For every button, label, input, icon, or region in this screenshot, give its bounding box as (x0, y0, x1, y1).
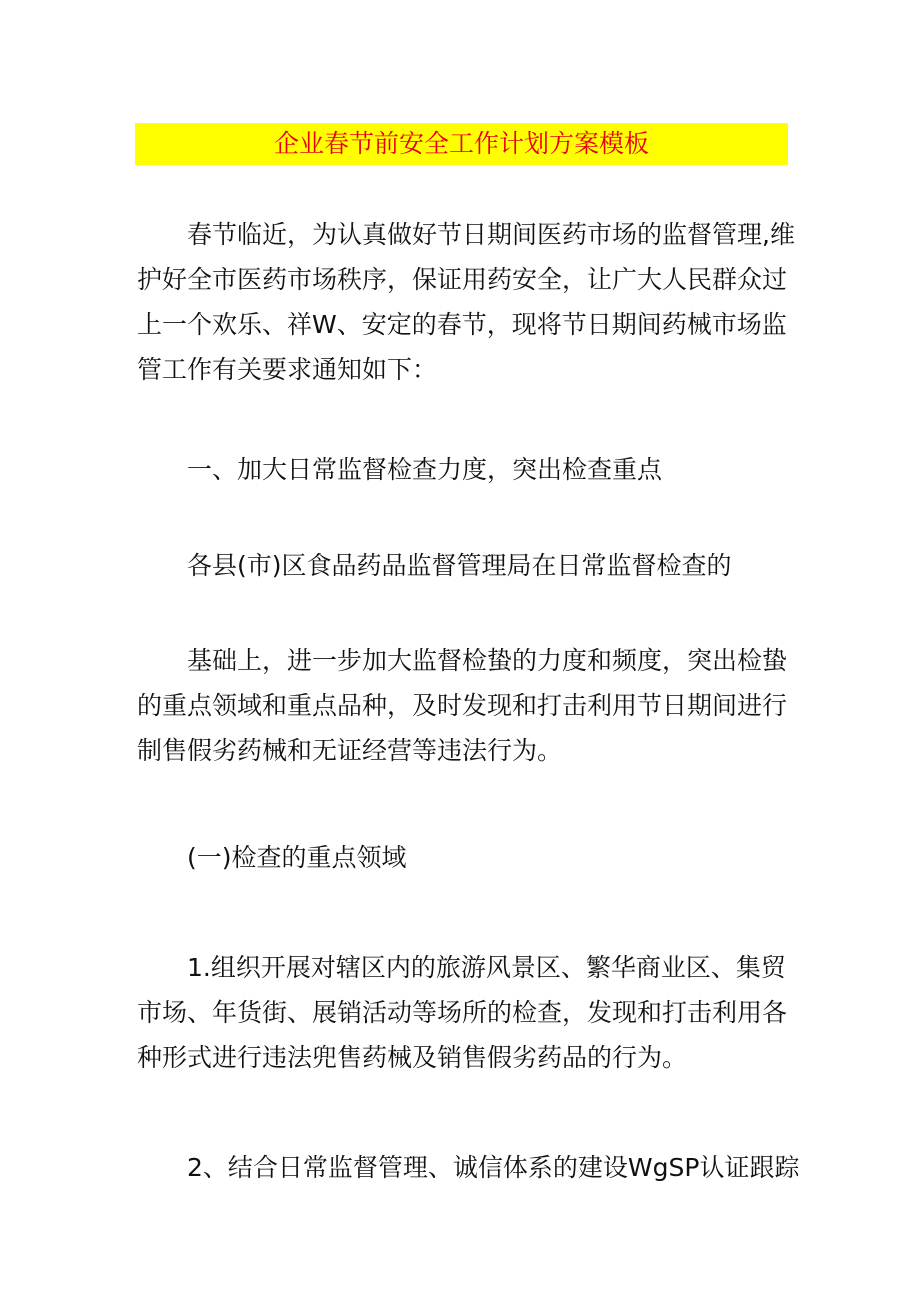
paragraph-intro (137, 212, 793, 392)
text-line: (一)检查的重点领域 (187, 843, 407, 872)
text-line: 的重点领域和重点品种，及时发现和打击利用节日期间进行 (137, 691, 788, 720)
text-line: 种形式进行违法兜售药械及销售假劣药品的行为。 (137, 1043, 688, 1072)
text-line: 市场、年货街、展销活动等场所的检查，发现和打击利用各 (137, 998, 788, 1027)
list-item-1 (137, 945, 793, 1080)
text-line: 基础上，进一步加大监督检蛰的力度和频度，突出检蛰 (187, 646, 788, 675)
paragraph-county (137, 543, 793, 588)
text-line: 1.组织开展对辖区内的旅游风景区、繁华商业区、集贸 (187, 953, 786, 982)
text-line: 春节临近，为认真做好节日期间医药市场的监督管理,维 (187, 220, 795, 249)
text-line: 上一个欢乐、祥W、安定的春节，现将节日期间药械市场监 (137, 310, 787, 339)
text-line: 护好全市医药市场秩序，保证用药安全，让广大人民群众过 (137, 265, 788, 294)
document-title: 企业春节前安全工作计划方案模板 (273, 129, 649, 158)
section-heading-1 (137, 447, 793, 492)
text-line: 管工作有关要求通知如下： (137, 355, 438, 384)
text-line: 制售假劣药械和无证经营等违法行为。 (137, 736, 563, 765)
text-line: 一、加大日常监督检查力度，突出检查重点 (187, 455, 663, 484)
text-line: 各县(市)区食品药品监督管理局在日常监督检查的 (187, 551, 732, 580)
list-item-2 (137, 1145, 800, 1190)
title-highlight (135, 123, 788, 165)
text-line: 2、结合日常监督管理、诚信体系的建设WgSP认证跟踪 (187, 1153, 800, 1182)
subsection-heading-1 (137, 835, 793, 880)
paragraph-basis (137, 638, 793, 773)
